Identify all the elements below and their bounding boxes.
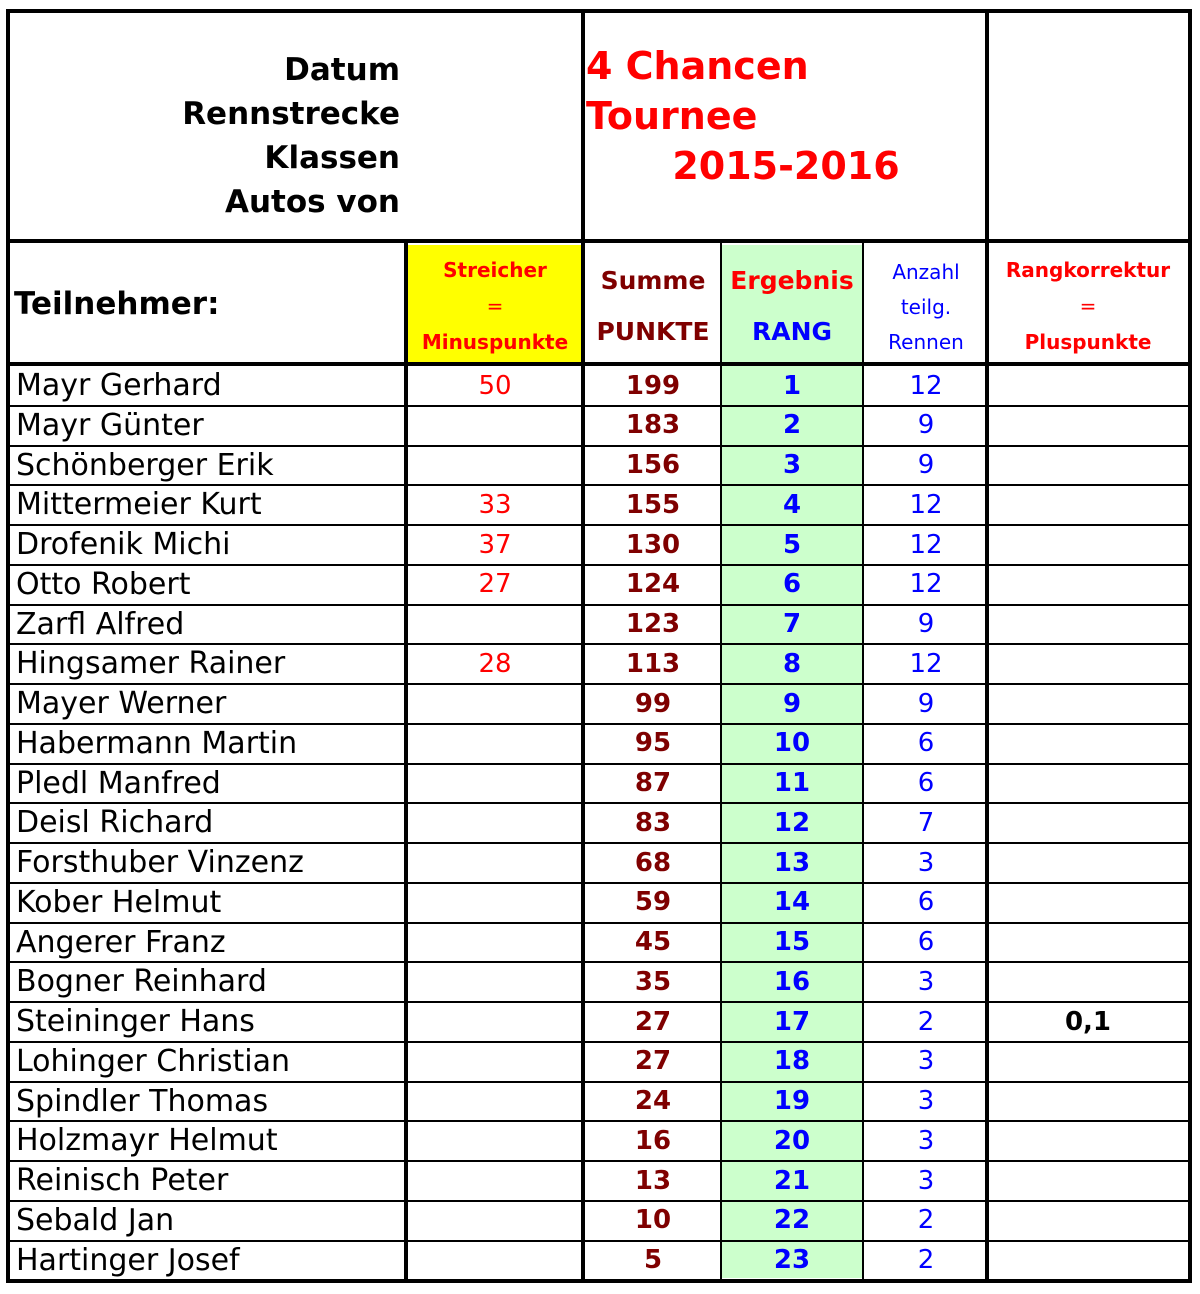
cell-name: Mayer Werner	[16, 686, 227, 721]
cell-name: Habermann Martin	[16, 725, 298, 761]
cell-summe: 16	[634, 1125, 672, 1156]
grid-line	[10, 1160, 1188, 1162]
cell-summe: 35	[634, 966, 672, 997]
cell-anzahl: 6	[917, 768, 935, 798]
cell-anzahl: 9	[917, 410, 935, 441]
cell-anzahl: 2	[917, 1245, 935, 1275]
grid-line	[6, 239, 1192, 243]
cell-anzahl: 6	[917, 887, 935, 918]
title-line-2: 2015-2016	[672, 144, 900, 188]
header-streicher-line3: Minuspunkte	[421, 330, 569, 354]
cell-name: Lohinger Christian	[16, 1043, 291, 1079]
grid-line	[10, 683, 1188, 685]
header-ergebnis-line1: Ergebnis	[730, 266, 854, 295]
cell-rang: 8	[782, 648, 802, 679]
grid-line	[10, 484, 1188, 486]
cell-summe: 5	[643, 1245, 663, 1275]
cell-name: Drofenik Michi	[16, 527, 231, 562]
grid-line	[10, 643, 1188, 645]
cell-korrektur: 0,1	[1064, 1006, 1112, 1037]
cell-summe: 95	[634, 728, 672, 759]
grid-line	[10, 1200, 1188, 1202]
cell-anzahl: 12	[909, 370, 943, 401]
cell-name: Angerer Franz	[16, 924, 226, 960]
cell-rang: 21	[773, 1165, 811, 1196]
cell-anzahl: 7	[917, 807, 935, 838]
grid-line	[10, 1041, 1188, 1043]
cell-rang: 2	[782, 410, 802, 441]
cell-rang: 12	[773, 807, 811, 838]
grid-line	[10, 1001, 1188, 1003]
cell-name: Hartinger Josef	[16, 1242, 240, 1278]
grid-line	[10, 405, 1188, 407]
grid-line	[6, 362, 1192, 366]
cell-summe: 87	[634, 768, 672, 798]
grid-line	[10, 842, 1188, 844]
header-streicher-line1: Streicher	[443, 258, 547, 282]
grid-line	[10, 763, 1188, 765]
cell-anzahl: 3	[917, 1046, 935, 1077]
cell-streicher: 27	[478, 569, 512, 600]
header-korr-line3: Pluspunkte	[1024, 330, 1152, 354]
cell-streicher: 28	[478, 648, 512, 679]
cell-rang: 3	[782, 450, 802, 480]
grid-line	[10, 1081, 1188, 1083]
cell-summe: 123	[625, 609, 681, 639]
cell-rang: 5	[782, 529, 802, 560]
cell-summe: 124	[625, 569, 681, 600]
cell-summe: 27	[634, 1046, 672, 1077]
grid-line	[10, 1240, 1188, 1242]
cell-anzahl: 2	[917, 1006, 935, 1037]
cell-name: Kober Helmut	[16, 884, 222, 920]
cell-name: Mayr Günter	[16, 407, 204, 443]
cell-summe: 156	[625, 450, 681, 480]
cell-summe: 68	[634, 847, 672, 878]
cell-summe: 113	[625, 648, 681, 679]
cell-name: Bogner Reinhard	[16, 964, 267, 1000]
cell-rang: 1	[782, 370, 802, 401]
cell-rang: 23	[773, 1245, 811, 1275]
grid-line	[10, 524, 1188, 526]
grid-line	[581, 9, 585, 1283]
grid-line	[10, 723, 1188, 725]
cell-rang: 11	[773, 768, 811, 798]
grid-line	[10, 445, 1188, 447]
grid-line	[10, 961, 1188, 963]
grid-line	[10, 802, 1188, 804]
cell-rang: 15	[773, 927, 811, 957]
cell-summe: 199	[625, 370, 681, 401]
cell-anzahl: 6	[917, 927, 935, 957]
cell-rang: 4	[782, 489, 802, 520]
label-rennstrecke: Rennstrecke	[182, 96, 400, 132]
cell-anzahl: 3	[917, 1125, 935, 1156]
cell-rang: 9	[782, 688, 802, 719]
grid-line	[10, 1120, 1188, 1122]
cell-anzahl: 9	[917, 609, 935, 639]
cell-summe: 83	[634, 807, 672, 838]
cell-rang: 19	[773, 1086, 811, 1116]
header-anzahl-line3: Rennen	[888, 330, 964, 354]
cell-name: Hingsamer Rainer	[16, 646, 286, 682]
cell-anzahl: 3	[917, 1165, 935, 1196]
cell-name: Pledl Manfred	[16, 765, 221, 801]
grid-line	[10, 882, 1188, 884]
header-summe-line1: Summe	[600, 266, 706, 295]
title-line-1: 4 Chancen Tournee	[586, 44, 809, 138]
cell-rang: 18	[773, 1046, 811, 1077]
cell-name: Zarfl Alfred	[16, 606, 185, 642]
header-anzahl-line2: teilg.	[900, 295, 952, 319]
cell-name: Spindler Thomas	[16, 1083, 269, 1119]
cell-rang: 6	[782, 569, 802, 600]
cell-summe: 45	[634, 927, 672, 957]
cell-name: Schönberger Erik	[16, 447, 274, 483]
cell-streicher: 50	[478, 370, 512, 401]
cell-rang: 16	[773, 966, 811, 997]
cell-anzahl: 3	[917, 1086, 935, 1116]
cell-rang: 10	[773, 728, 811, 759]
label-autos-von: Autos von	[225, 184, 400, 220]
cell-rang: 14	[773, 887, 811, 918]
cell-anzahl: 3	[917, 847, 935, 878]
cell-anzahl: 6	[917, 728, 935, 759]
grid-line	[10, 922, 1188, 924]
cell-anzahl: 2	[917, 1205, 935, 1236]
cell-anzahl: 12	[909, 489, 943, 520]
cell-name: Mayr Gerhard	[16, 368, 222, 403]
grid-line	[10, 604, 1188, 606]
cell-streicher: 33	[478, 489, 512, 520]
cell-summe: 155	[625, 489, 681, 520]
cell-anzahl: 9	[917, 688, 935, 719]
header-teilnehmer: Teilnehmer:	[14, 286, 220, 322]
cell-rang: 20	[773, 1125, 811, 1156]
cell-name: Reinisch Peter	[16, 1163, 229, 1198]
cell-summe: 59	[634, 887, 672, 918]
cell-rang: 13	[773, 847, 811, 878]
cell-name: Deisl Richard	[16, 805, 214, 841]
cell-summe: 99	[634, 688, 672, 719]
cell-name: Holzmayr Helmut	[16, 1123, 278, 1159]
cell-rang: 17	[773, 1006, 811, 1037]
header-korr-line2: =	[1079, 294, 1097, 318]
cell-summe: 130	[625, 529, 681, 560]
cell-name: Mittermeier Kurt	[16, 487, 262, 523]
header-korr-line1: Rangkorrektur	[1005, 258, 1171, 282]
table-frame	[6, 9, 1192, 1283]
cell-anzahl: 12	[909, 648, 943, 679]
grid-line	[10, 564, 1188, 566]
cell-anzahl: 3	[917, 966, 935, 997]
header-ergebnis-line2: RANG	[751, 317, 833, 346]
cell-streicher: 37	[478, 529, 512, 560]
label-klassen: Klassen	[264, 140, 400, 176]
cell-name: Otto Robert	[16, 566, 191, 602]
grid-line	[985, 9, 989, 1283]
cell-anzahl: 12	[909, 569, 943, 600]
cell-rang: 7	[782, 609, 802, 639]
cell-name: Steininger Hans	[16, 1004, 255, 1039]
header-anzahl-line1: Anzahl	[892, 260, 960, 284]
cell-anzahl: 12	[909, 529, 943, 560]
cell-rang: 22	[773, 1205, 811, 1236]
cell-summe: 183	[625, 410, 681, 441]
cell-name: Forsthuber Vinzenz	[16, 845, 304, 880]
header-streicher-line2: =	[486, 294, 504, 318]
header-summe-line2: PUNKTE	[596, 317, 710, 346]
cell-summe: 27	[634, 1006, 672, 1037]
cell-summe: 24	[634, 1086, 672, 1116]
cell-name: Sebald Jan	[16, 1202, 175, 1238]
label-datum: Datum	[284, 52, 400, 88]
cell-summe: 13	[634, 1165, 672, 1196]
cell-anzahl: 9	[917, 450, 935, 480]
cell-summe: 10	[634, 1205, 672, 1236]
